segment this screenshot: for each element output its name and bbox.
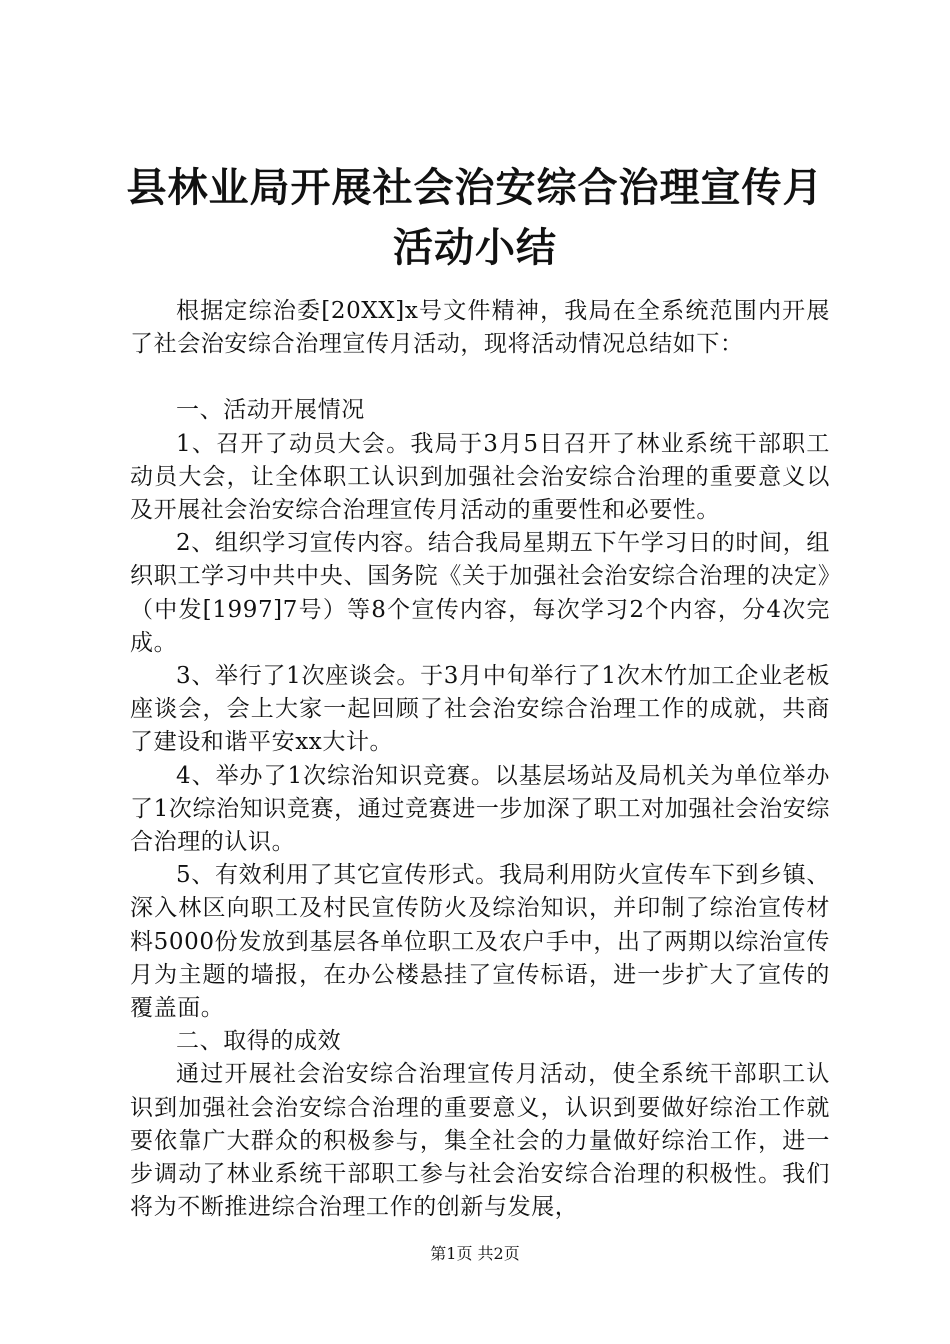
body-paragraph: 3、举行了1次座谈会。于3月中旬举行了1次木竹加工企业老板座谈会，会上大家一起回顾了社会治安综合治理工作的成就，共商了建设和谐平安xx大计。 bbox=[130, 663, 830, 756]
body-paragraph: 5、有效利用了其它宣传形式。我局利用防火宣传车下到乡镇、深入林区向职工及村民宣传防火及综治知识，并印制了综治宣传材料5000份发放到基层各单位职工及农户手中，出了两期以综治宣传月为主题的墙报，在办公楼悬挂了宣传标语，进一步扩大了宣传的覆盖面。 bbox=[130, 862, 830, 1022]
intro-paragraph: 根据定综治委[20XX]x号文件精神，我局在全系统范围内开展了社会治安综合治理宣传月活动，现将活动情况总结如下： bbox=[130, 298, 830, 358]
document-body bbox=[130, 295, 830, 1224]
page-footer: 第1页 共2页 bbox=[430, 1244, 520, 1263]
document-title: 县林业局开展社会治安综合治理宣传月活动小结 bbox=[126, 165, 824, 271]
section-heading-1: 一、活动开展情况 bbox=[176, 397, 365, 424]
body-paragraph: 4、举办了1次综治知识竞赛。以基层场站及局机关为单位举办了1次综治知识竞赛，通过竞赛进一步加深了职工对加强社会治安综合治理的认识。 bbox=[130, 762, 830, 856]
section-heading-2: 二、取得的成效 bbox=[176, 1028, 342, 1055]
body-paragraph: 通过开展社会治安综合治理宣传月活动，使全系统干部职工认识到加强社会治安综合治理的重要意义，认识到要做好综治工作就要依靠广大群众的积极参与，集全社会的力量做好综治工作，进一步调动了林业系统干部职工参与社会治安综合治理的积极性。我们将为不断推进综合治理工作的创新与发展， bbox=[130, 1061, 830, 1221]
body-paragraph: 2、组织学习宣传内容。结合我局星期五下午学习日的时间，组织职工学习中共中央、国务院《关于加强社会治安综合治理的决定》（中发[1997]7号）等8个宣传内容，每次学习2个内容，分4次完成。 bbox=[130, 530, 830, 656]
body-paragraph: 1、召开了动员大会。我局于3月5日召开了林业系统干部职工动员大会，让全体职工认识到加强社会治安综合治理的重要意义以及开展社会治安综合治理宣传月活动的重要性和必要性。 bbox=[130, 430, 830, 524]
